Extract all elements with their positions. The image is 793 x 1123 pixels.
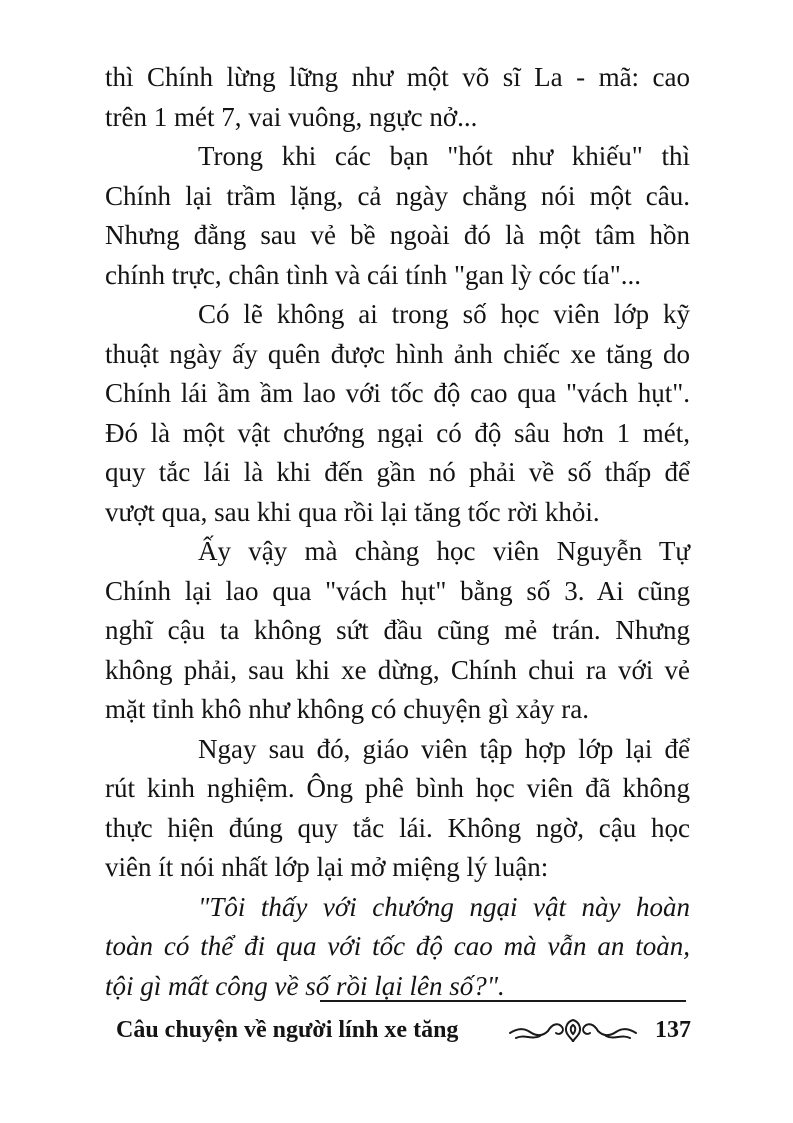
text-line: nghĩ cậu ta không sứt đầu cũng mẻ trán. Nhưng (105, 615, 690, 645)
text-line: toàn có thể đi qua với tốc độ cao mà vẫn an toàn, (105, 931, 690, 961)
text-line: thì Chính lừng lững như một võ sĩ La - mã: cao (105, 62, 690, 92)
text-line: tội gì mất công về số rồi lại lên số?". (105, 970, 505, 1001)
body-text (105, 58, 690, 1006)
text-line: Đó là một vật chướng ngại có độ sâu hơn 1 mét, (105, 417, 690, 448)
text-line: thuật ngày ấy quên được hình ảnh chiếc xe tăng do (105, 338, 690, 369)
running-title: Câu chuyện về người lính xe tăng (116, 1017, 459, 1043)
text-line: Ngay sau đó, giáo viên tập hợp lớp lại để (198, 733, 690, 764)
text-line: Trong khi các bạn "hót như khiếu" thì (198, 141, 690, 171)
text-line: rút kinh nghiệm. Ông phê bình học viên đã không (105, 773, 690, 803)
text-line: quy tắc lái là khi đến gần nó phải về số thấp để (105, 457, 690, 487)
text-line: Ấy vậy mà chàng học viên Nguyễn Tự (198, 536, 690, 566)
footer-divider (320, 1000, 686, 1002)
text-line: Chính lại lao qua "vách hụt" bằng số 3. Ai cũng (105, 575, 690, 606)
text-line: không phải, sau khi xe dừng, Chính chui ra với vẻ (105, 654, 690, 685)
text-line: Nhưng đằng sau vẻ bề ngoài đó là một tâm hồn (105, 220, 690, 250)
text-line: trên 1 mét 7, vai vuông, ngực nở... (105, 101, 478, 132)
page-number: 137 (655, 1017, 691, 1043)
text-line: chính trực, chân tình và cái tính "gan lỳ cóc tía"... (105, 259, 642, 290)
text-line: vượt qua, sau khi qua rồi lại tăng tốc rời khỏi. (105, 496, 600, 527)
text-line: "Tôi thấy với chướng ngại vật này hoàn (198, 891, 690, 922)
text-line: Chính lái ầm ầm lao với tốc độ cao qua "vách hụt". (105, 378, 690, 408)
text-line: viên ít nói nhất lớp lại mở miệng lý luận: (105, 852, 549, 882)
text-line: mặt tỉnh khô như không có chuyện gì xảy ra. (105, 694, 590, 724)
text-line: Chính lại trầm lặng, cả ngày chẳng nói một câu. (105, 180, 690, 211)
text-line: thực hiện đúng quy tắc lái. Không ngờ, cậu học (105, 812, 690, 843)
page-footer (116, 1012, 691, 1052)
scroll-flourish-icon (508, 1016, 638, 1046)
text-line: Có lẽ không ai trong số học viên lớp kỹ (198, 299, 690, 329)
